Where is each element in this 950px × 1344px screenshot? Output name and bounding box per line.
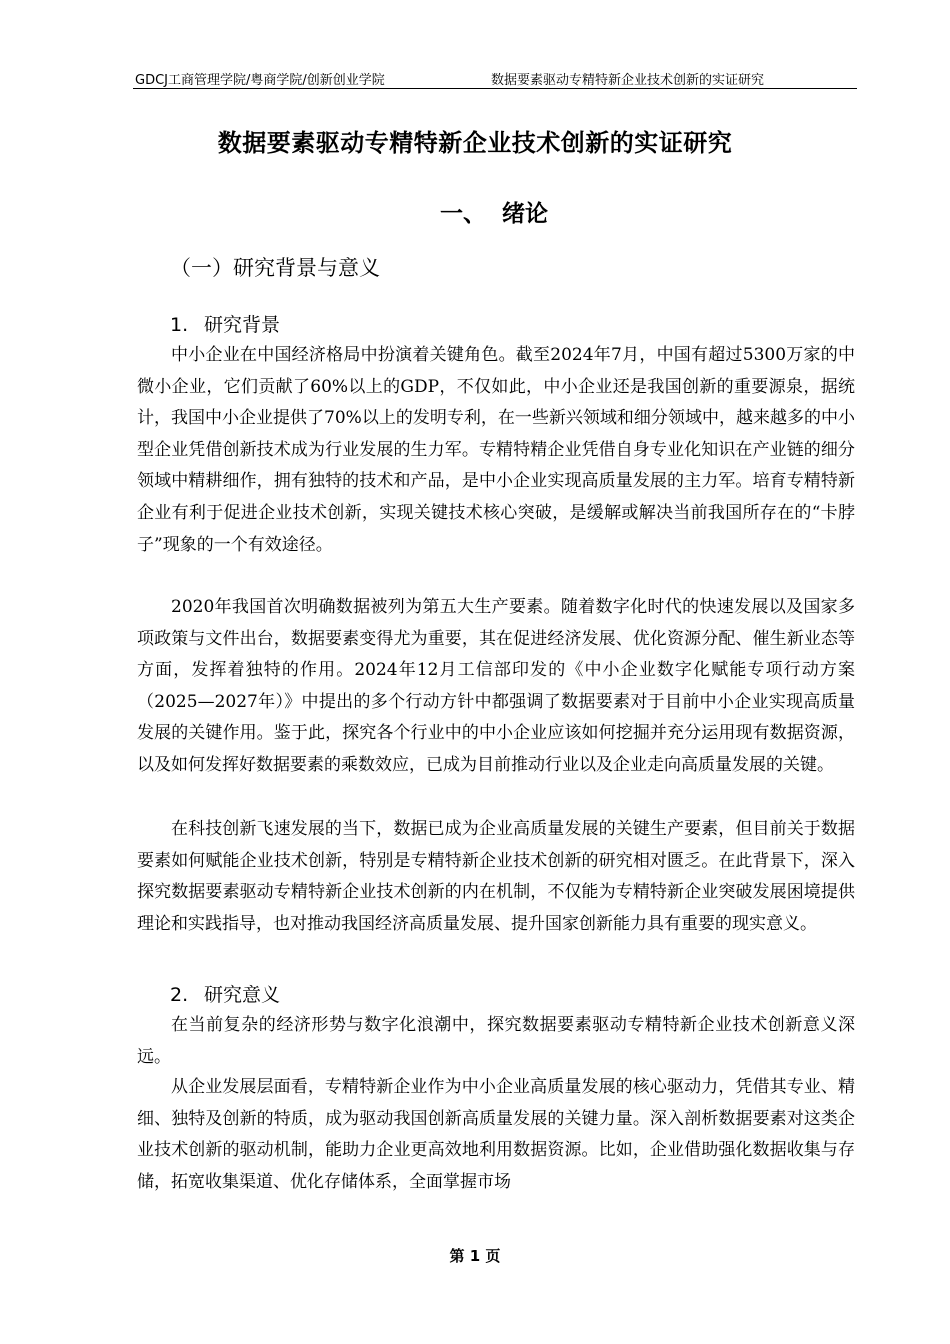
paper-title: 数据要素驱动专精特新企业技术创新的实证研究: [217, 129, 733, 157]
header-paper-title: 数据要素驱动专精特新企业技术创新的实证研究: [491, 73, 765, 88]
paragraph: 2020年我国首次明确数据被列为第五大生产要素。随着数字化时代的快速发展以及国家多项政策与文件出台，数据要素变得尤为重要，其在促进经济发展、优化资源分配、催生新业态等方面，发挥着独特的作用。2024年12月工信部印发的《中小企业数字化赋能专项行动方案（2025—2027年）》中提出的多个行动方针中都强调了数据要素对于目前中小企业实现高质量发展的关键作用。鉴于此，探究各个行业中的中小企业应该如何挖掘并充分运用现有数据资源，以及如何发挥好数据要素的乘数效应，已成为目前推动行业以及企业走向高质量发展的关键。: [137, 597, 855, 775]
paragraph: 中小企业在中国经济格局中扮演着关键角色。截至2024年7月，中国有超过5300万家的中微小企业，它们贡献了60%以上的GDP，不仅如此，中小企业还是我国创新的重要源泉，据统计，我国中小企业提供了70%以上的发明专利，在一些新兴领域和细分领域中，越来越多的中小型企业凭借创新技术成为行业发展的生力军。专精特精企业凭借自身专业化知识在产业链的细分领域中精耕细作，拥有独特的技术和产品，是中小企业实现高质量发展的主力军。培育专精特新企业有利于促进企业技术创新，实现关键技术核心突破，是缓解或解决当前我国所存在的“卡脖子”现象的一个有效途径。: [137, 345, 855, 555]
header-institution: GDCJ工商管理学院/粤商学院/创新创业学院: [135, 73, 385, 88]
subsection-number: 2.: [170, 984, 189, 1006]
subsection-heading-background: [170, 310, 280, 337]
paragraph: 从企业发展层面看，专精特新企业作为中小企业高质量发展的核心驱动力，凭借其专业、精细、独特及创新的特质，成为驱动我国创新高质量发展的关键力量。深入剖析数据要素对这类企业技术创新的驱动机制，能助力企业更高效地利用数据资源。比如，企业借助强化数据收集与存储，拓宽收集渠道、优化存储体系，全面掌握市场: [137, 1077, 855, 1192]
paragraph: 在科技创新飞速发展的当下，数据已成为企业高质量发展的关键生产要素，但目前关于数据要素如何赋能企业技术创新，特别是专精特新企业技术创新的研究相对匮乏。在此背景下，深入探究数据要素驱动专精特新企业技术创新的内在机制，不仅能为专精特新企业突破发展困境提供理论和实践指导，也对推动我国经济高质量发展、提升国家创新能力具有重要的现实意义。: [137, 819, 855, 934]
page-number: 第 1 页: [449, 1247, 501, 1265]
paragraph: 在当前复杂的经济形势与数字化浪潮中，探究数据要素驱动专精特新企业技术创新意义深远。: [137, 1015, 855, 1067]
running-header: [133, 66, 857, 89]
subsection-label: 研究意义: [204, 984, 281, 1006]
chapter-heading: 一、 绪论: [440, 201, 549, 227]
subsection-number: 1.: [170, 314, 189, 336]
subsection-label: 研究背景: [204, 314, 281, 336]
section-heading: （一）研究背景与意义: [170, 256, 380, 280]
subsection-heading-significance: [170, 980, 280, 1007]
